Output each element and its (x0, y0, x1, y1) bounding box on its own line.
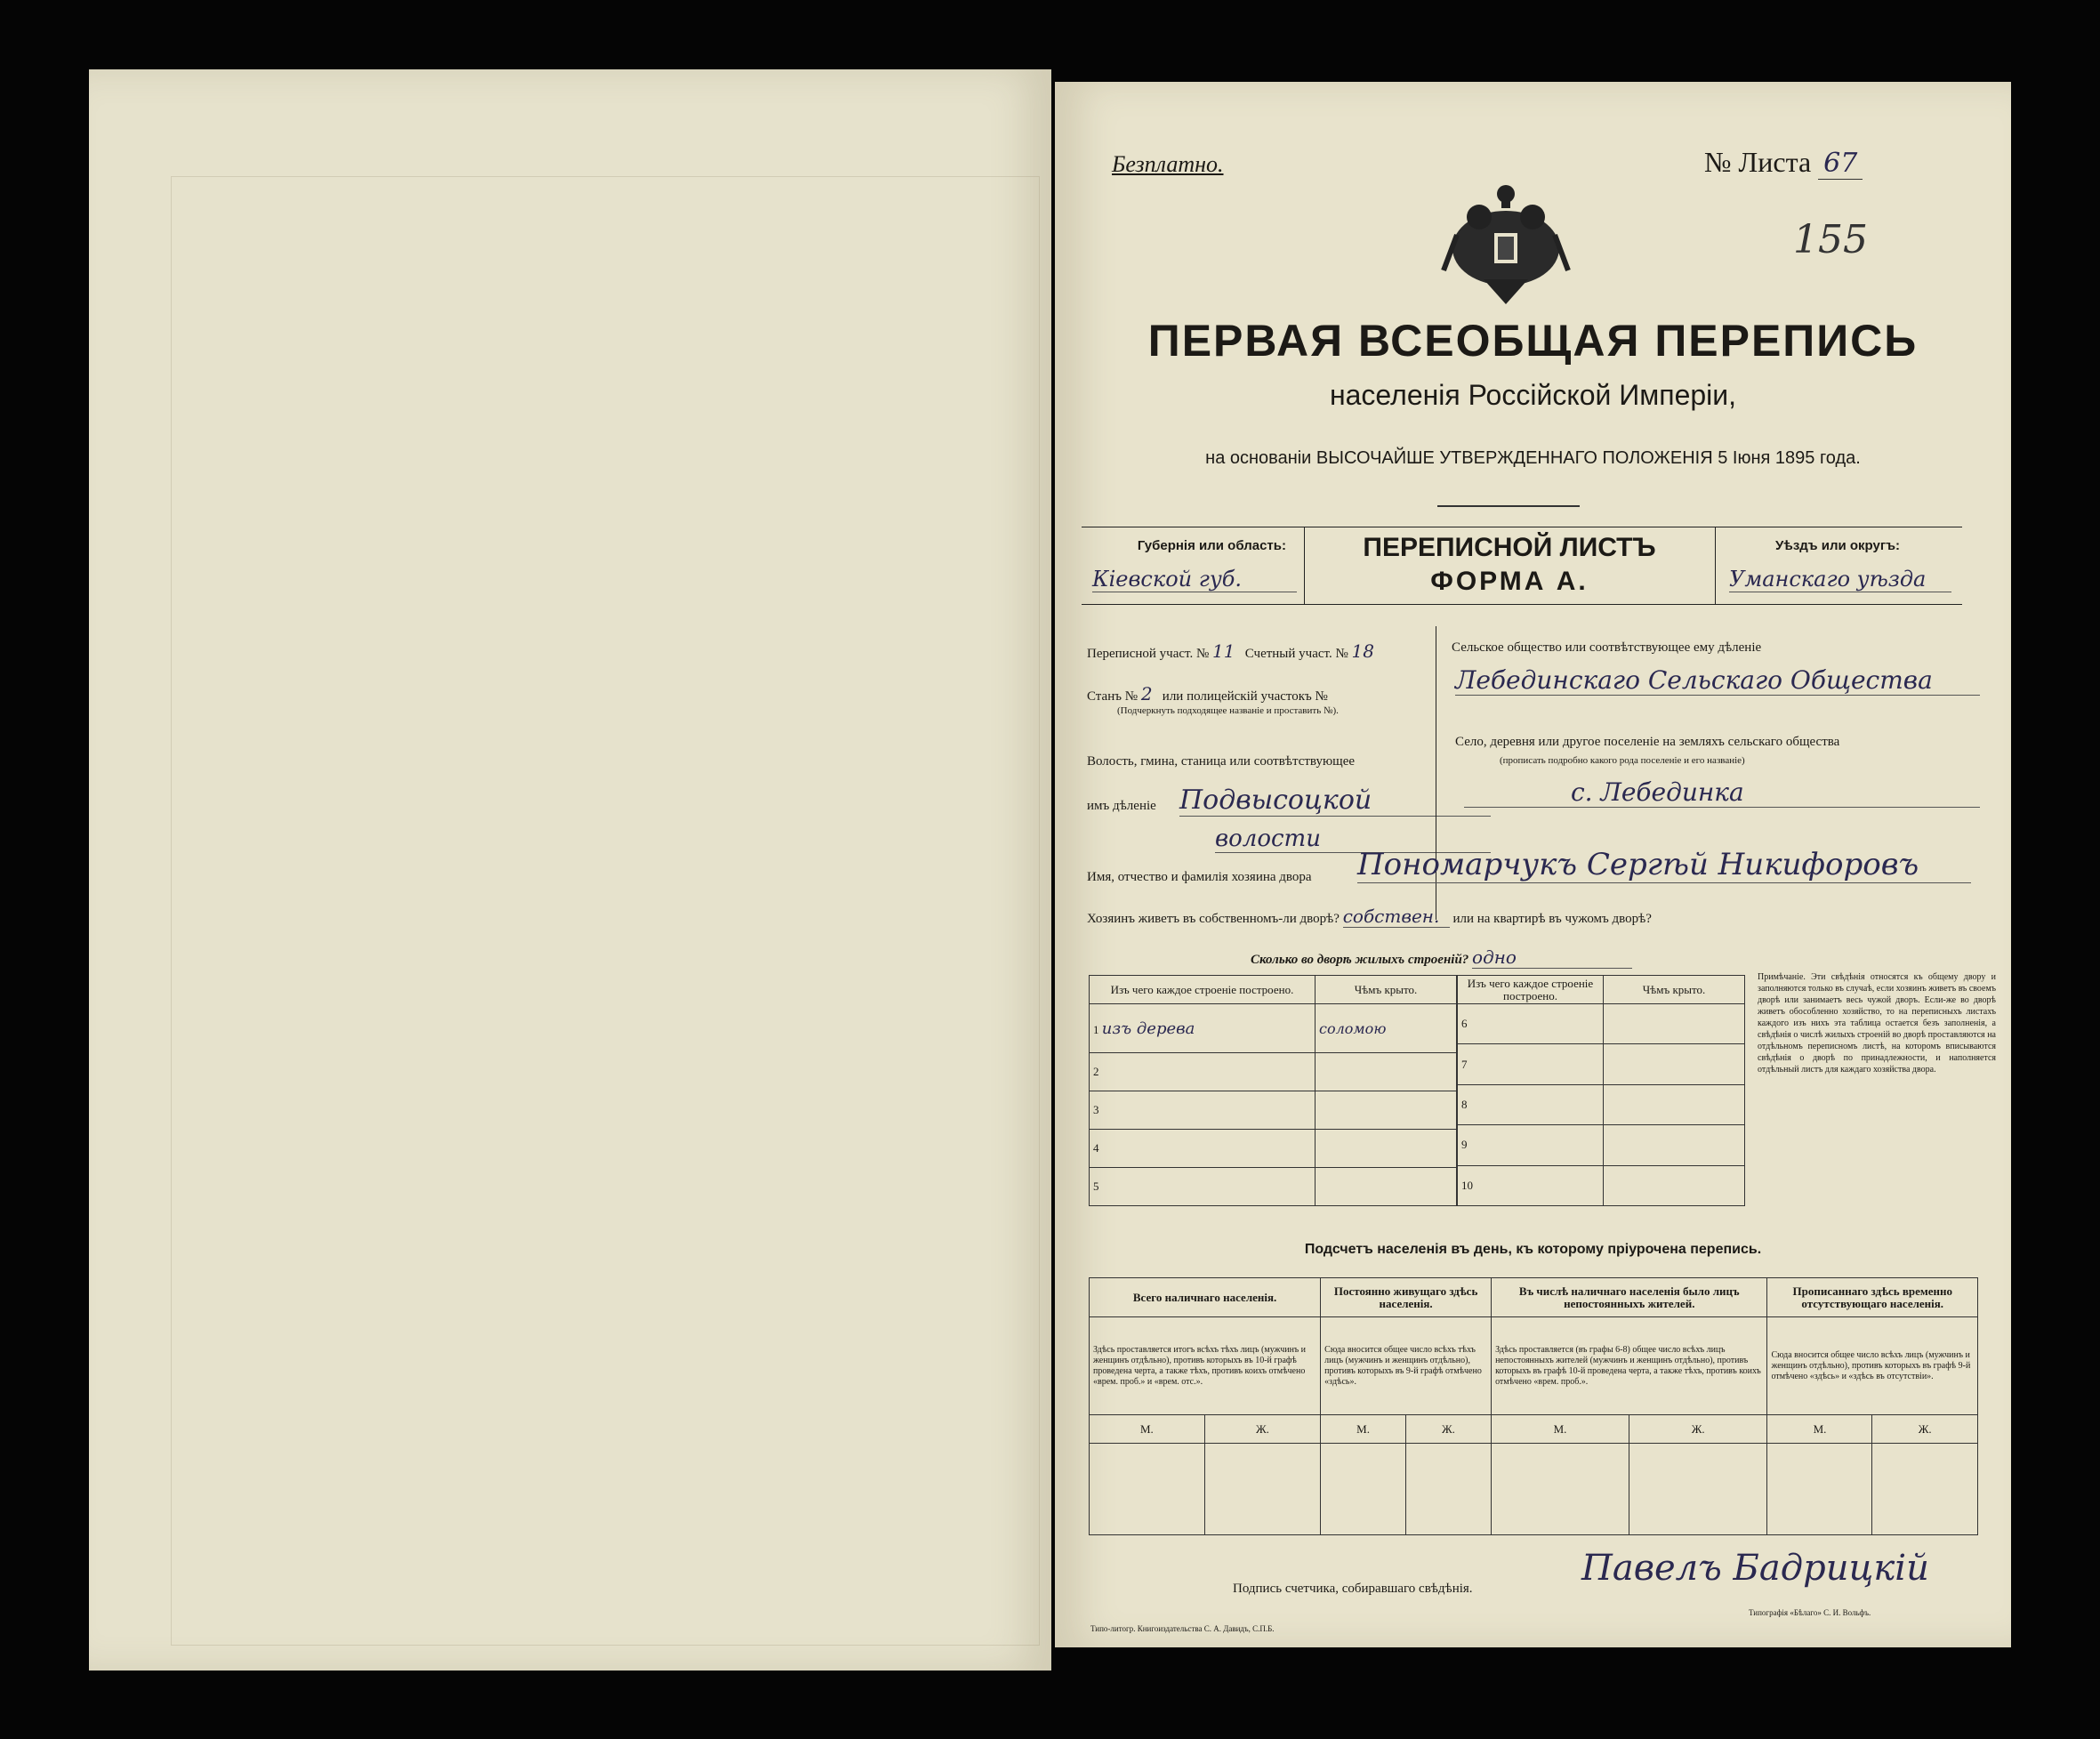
pop-zh-label: Ж. (1405, 1415, 1491, 1444)
owner-lives-label-2: или на квартирѣ въ чужомъ дворѣ? (1452, 912, 1652, 926)
selo-note: (прописать подробно какого рода поселеніе и его названіе) (1500, 755, 1745, 766)
owner-name-label: Имя, отчество и фамилія хозяина двора (1087, 870, 1312, 884)
volost-label-2: имъ дѣленіе (1087, 799, 1156, 813)
free-label: Безплатно. (1112, 151, 1224, 177)
buildings-value: одно (1472, 946, 1632, 969)
obshchestvo-label: Сельское общество или соотвѣтствующее ему дѣленіе (1452, 640, 1762, 655)
imperial-eagle-emblem-icon (1439, 181, 1573, 306)
table-row: 8 (1458, 1084, 1745, 1124)
stan-label: Станъ № (1087, 689, 1139, 704)
sheet-number-area (1704, 146, 1863, 179)
table-row: 7 (1458, 1044, 1745, 1084)
buildings-table-left (1089, 975, 1457, 1206)
buildings-note: Примѣчаніе. Эти свѣдѣнія относятся къ общему двору и заполняются только въ случаѣ, если хозяинъ живетъ въ своемъ дворѣ или занимаетъ весь чужой дворъ. Если-же во дворѣ живетъ обособленно хозяйство, то на переписныхъ листахъ каждого изъ нихъ эта таблица остается безъ заполненія, а свѣдѣнія о числѣ жилыхъ строеній во дворѣ проставляются на отдѣльномъ переписномъ листѣ, на которомъ вписываются свѣдѣнія о дворѣ по принадлежности, и наполняется отдѣльный листъ для каждаго хозяйства двора. (1758, 972, 1996, 1075)
buildings-col-material: Изъ чего каждое строеніе построено. (1090, 976, 1316, 1004)
census-subtitle: населенія Россійской Имперіи, (1329, 379, 1737, 411)
table-row: 10 (1458, 1165, 1745, 1205)
owner-lives-row (1087, 906, 1652, 928)
pop-col-permanent: Постоянно живущаго здѣсь населенія. (1321, 1278, 1492, 1317)
buildings-col-material-2: Изъ чего каждое строеніе построено. (1458, 976, 1604, 1004)
form-title: ПЕРЕПИСНОЙ ЛИСТЪ (1363, 533, 1656, 562)
volost-value: Подвысоцкой (1179, 785, 1491, 817)
uchastok-value: 11 (1212, 640, 1235, 662)
pop-col-absent: Прописаннаго здѣсь временно отсутствующаго населенія. (1767, 1278, 1978, 1317)
pop-desc-absent: Сюда вносится общее число всѣхъ лицъ (мужчинъ и женщинъ отдѣльно), противъ которыхъ въ графѣ 9-й отмѣчено «здѣсь» и «здѣсь въ отсутствіи». (1767, 1317, 1978, 1415)
table-row: 2 (1090, 1053, 1457, 1091)
uchastok-row (1087, 640, 1374, 662)
pop-col-temporary: Въ числѣ наличнаго населенія было лицъ непостоянныхъ жителей. (1492, 1278, 1767, 1317)
table-row: 9 (1458, 1125, 1745, 1165)
uezd-label: Уѣздъ или округъ: (1774, 538, 1901, 553)
stan-row (1087, 683, 1328, 704)
table-row: 6 (1458, 1004, 1745, 1044)
left-page-faded-frame (171, 176, 1040, 1646)
pop-zh-label: Ж. (1872, 1415, 1978, 1444)
underline-note: (Подчеркнуть подходящее названіе и проставить №). (1117, 705, 1339, 716)
gubernia-value: Кіевской губ. (1092, 567, 1297, 592)
schetny-value: 18 (1351, 640, 1374, 662)
population-heading: Подсчетъ населенія въ день, къ которому пріурочена перепись. (1304, 1242, 1762, 1257)
population-table (1089, 1277, 1978, 1535)
volost-label: Волость, гмина, станица или соотвѣтствующее (1087, 754, 1356, 769)
buildings-col-roof-2: Чѣмъ крыто. (1604, 976, 1745, 1004)
census-basis-line: на основаніи ВЫСОЧАЙШЕ УТВЕРЖДЕННАГО ПОЛОЖЕНІЯ 5 Іюня 1895 года. (1205, 448, 1861, 468)
pop-desc-temporary: Здѣсь проставляется (въ графы 6-8) общее число всѣхъ лицъ непостоянныхъ жителей (мужчинъ и женщинъ отдѣльно), противъ которыхъ въ графѣ 10-й проведена черта, а также тѣхъ, противъ коихъ отмѣчено «врем. проб.». (1492, 1317, 1767, 1415)
gubernia-label: Губернія или область: (1137, 538, 1286, 553)
sheet-number-alt: 155 (1793, 217, 1868, 262)
pop-zh-label: Ж. (1629, 1415, 1767, 1444)
buildings-table-right (1457, 975, 1745, 1206)
police-label: или полицейскій участокъ № (1162, 689, 1328, 704)
schetny-label: Счетный участ. № (1244, 647, 1348, 661)
obshchestvo-value: Лебединскаго Сельскаго Общества (1455, 665, 1980, 696)
table-row: 4 (1090, 1130, 1457, 1168)
pop-m-label: М. (1321, 1415, 1406, 1444)
table-row: 5 (1090, 1168, 1457, 1206)
form-header-box (1082, 527, 1962, 605)
stan-value: 2 (1140, 683, 1153, 704)
footer-left: Типо-литогр. Книгоиздательства С. А. Давидъ, С.П.Б. (1090, 1624, 1275, 1633)
pop-col-total: Всего наличнаго населенія. (1090, 1278, 1321, 1317)
buildings-col-roof: Чѣмъ крыто. (1316, 976, 1457, 1004)
sheet-number-label: № Листа (1704, 146, 1812, 178)
table-row (1090, 1444, 1978, 1535)
uezd-value: Уманскаго уѣзда (1729, 567, 1951, 592)
footer-right: Типографія «Бѣлаго» С. И. Вольфъ. (1749, 1608, 1871, 1617)
form-name: ФОРМА А. (1430, 567, 1589, 596)
signature-label: Подпись счетчика, собиравшаго свѣдѣнія. (1233, 1582, 1473, 1596)
sheet-number-value: 67 (1818, 148, 1863, 180)
table-row: 1 изъ дерева соломою (1090, 1004, 1457, 1053)
left-blank-page (89, 69, 1051, 1671)
pop-desc-total: Здѣсь проставляется итогъ всѣхъ тѣхъ лицъ (мужчинъ и женщинъ отдѣльно), противъ которыхъ въ 10-й графѣ проведена черта, а также тѣхъ, противъ коихъ отмѣчено «врем. проб.» и «врем. отс.». (1090, 1317, 1321, 1415)
table-row: 3 (1090, 1091, 1457, 1130)
owner-name-value: Пономарчукъ Сергѣй Никифоровъ (1357, 847, 1971, 883)
census-main-title: ПЕРВАЯ ВСЕОБЩАЯ ПЕРЕПИСЬ (1147, 316, 1919, 366)
selo-value: с. Лебединка (1464, 777, 1980, 808)
pop-m-label: М. (1492, 1415, 1629, 1444)
pop-m-label: М. (1767, 1415, 1872, 1444)
selo-label: Село, деревня или другое поселеніе на земляхъ сельскаго общества (1455, 735, 1840, 749)
pop-m-label: М. (1090, 1415, 1205, 1444)
signature-value: Павелъ Бадрицкій (1581, 1548, 1929, 1589)
buildings-label: Сколько во дворѣ жилыхъ строеній? (1251, 953, 1469, 967)
pop-desc-permanent: Сюда вносится общее число всѣхъ тѣхъ лицъ (мужчинъ и женщинъ отдѣльно), противъ которыхъ въ 9-й графѣ отмѣчено «здѣсь». (1321, 1317, 1492, 1415)
volost-value-2: волости (1215, 825, 1491, 853)
ornament-divider (1437, 505, 1580, 507)
census-form-page (1055, 82, 2011, 1647)
owner-lives-label: Хозяинъ живетъ въ собственномъ-ли дворѣ? (1087, 912, 1340, 926)
owner-lives-value: собствен. (1343, 906, 1450, 928)
uchastok-label: Переписной участ. № (1087, 647, 1210, 661)
pop-zh-label: Ж. (1204, 1415, 1320, 1444)
buildings-row (1251, 946, 1632, 969)
